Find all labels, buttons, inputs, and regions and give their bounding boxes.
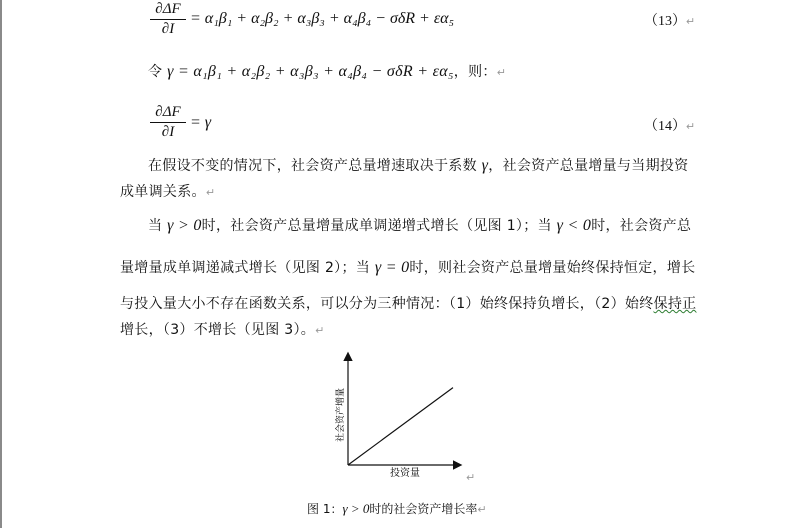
return-mark: ↵ [686, 121, 696, 133]
eq14-rhs: = γ [190, 114, 212, 131]
caption-gamma: γ > 0 [342, 501, 370, 516]
eq14-number-text: （14） [644, 119, 686, 134]
para1-gamma: γ [481, 157, 489, 174]
return-mark: ↵ [496, 66, 507, 79]
return-mark: ↵ [315, 324, 325, 337]
para2-text-f: 与投入量大小不存在函数关系，可以分为三种情况：（1）始终保持负增长，（2）始终 [120, 296, 654, 312]
para1-text-c: 成单调关系。 [120, 184, 206, 200]
figure-1-caption [307, 500, 487, 517]
caption-suffix: 时的社会资产增长率 [369, 502, 478, 516]
eq13-number-text: （13） [644, 14, 686, 29]
return-mark: ↵ [466, 471, 476, 484]
eq13-number [644, 10, 695, 30]
para2-line1 [148, 216, 691, 236]
para2-text-c: 时，社会资产总 [591, 218, 692, 234]
eq14-denominator: ∂I [161, 124, 175, 140]
y-axis-label: 社会资产增量 [336, 387, 346, 443]
para2-gamma-lt: γ < 0 [556, 217, 592, 234]
eq14-number [644, 115, 695, 135]
let-suffix: ，则： [453, 64, 497, 80]
para1-text-a: 在假设不变的情况下，社会资产总量增速取决于系数 [148, 158, 482, 174]
para2-line3 [120, 294, 696, 314]
para1-line1 [148, 156, 688, 176]
para2-gamma-gt: γ > 0 [167, 217, 202, 234]
let-prefix: 令 [148, 64, 168, 80]
para2-text-e: 时，则社会资产总量增量始终保持恒定，增长 [409, 260, 696, 276]
eq13-fraction [150, 1, 186, 38]
eq14-fraction [150, 104, 186, 141]
let-line [148, 62, 506, 83]
eq13-numerator: ∂ΔF [155, 1, 181, 17]
page-edge [0, 0, 2, 528]
return-mark: ↵ [477, 503, 487, 516]
para2-text-a: 当 [148, 218, 168, 234]
para2-text-b: 时，社会资产总量增量成单调递增式增长（见图 1）；当 [201, 218, 557, 234]
para2-text-h: 增长，（3）不增长（见图 3）。 [120, 322, 316, 338]
x-axis-label: 投资量 [390, 468, 420, 479]
para2-text-d: 量增量成单调递减式增长（见图 2）；当 [120, 260, 375, 276]
para2-text-g: 保持正 [653, 296, 697, 312]
return-mark: ↵ [205, 186, 216, 199]
para2-line4 [120, 320, 325, 341]
caption-prefix: 图 1： [307, 502, 343, 516]
series-line [348, 388, 453, 465]
para2-line2 [120, 258, 695, 278]
para1-text-b: ，社会资产总量增量与当期投资 [488, 158, 689, 174]
eq13-rhs: = α₁β₁ + α₂β₂ + α₃β₃ + α₄β₄ − σδR + εα₅ [190, 10, 455, 27]
let-expr: γ = α₁β₁ + α₂β₂ + α₃β₃ + α₄β₄ − σδR + εα₅ [167, 63, 454, 80]
eq14-numerator: ∂ΔF [155, 104, 181, 120]
para1-line2 [120, 182, 215, 203]
eq13-denominator: ∂I [161, 21, 175, 37]
return-mark: ↵ [686, 16, 696, 28]
para2-gamma-eq: γ = 0 [374, 259, 410, 276]
